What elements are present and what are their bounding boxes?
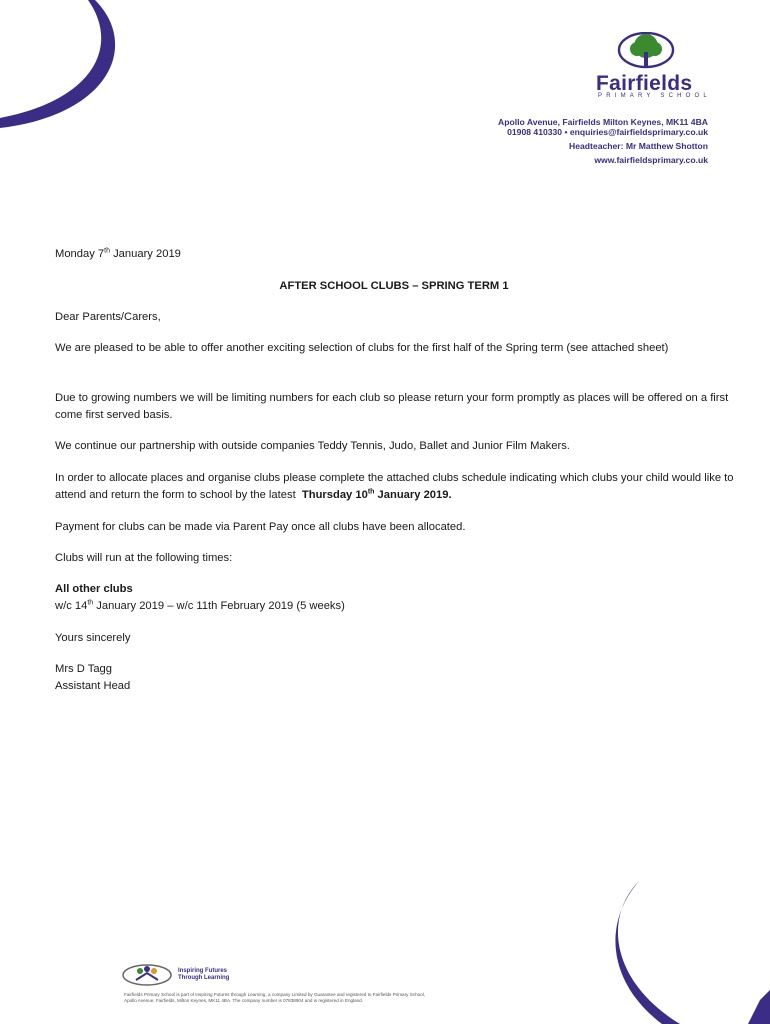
deadline: Thursday 10th January 2019. (301, 488, 452, 501)
closing: Yours sincerely (55, 632, 131, 644)
footer-legal-1: Fairfields Primary School is part of Inspiring Futures through Learning, a company Limited by Guarantee and registered to Fairfields Primary School, (124, 992, 426, 997)
footer-swoosh (615, 880, 680, 1024)
trust-tagline: Inspiring Futures Through Learning (178, 968, 230, 981)
school-website[interactable]: www.fairfieldsprimary.co.uk (594, 155, 708, 165)
signer-name: Mrs D Tagg (55, 663, 112, 675)
paragraph-times: Clubs will run at the following times: (55, 552, 233, 564)
school-contact: 01908 410330 • enquiries@fairfieldsprimary.co.uk (507, 127, 708, 137)
signer-role: Assistant Head (55, 680, 131, 692)
school-subtitle: PRIMARY SCHOOL (598, 93, 711, 99)
trust-logo (120, 960, 174, 990)
letter-heading: AFTER SCHOOL CLUBS – SPRING TERM 1 (279, 280, 509, 292)
headteacher: Headteacher: Mr Matthew Shotton (569, 141, 708, 151)
footer-legal-2: Apollo Avenue, Fairfields, Milton Keynes, MK11 4BA. The company number is 07838904 and is registered in England. (124, 998, 364, 1003)
salutation: Dear Parents/Carers, (55, 311, 161, 323)
clubs-heading: All other clubs (55, 583, 133, 595)
school-name: Fairfields (596, 72, 693, 95)
paragraph-numbers: Due to growing numbers we will be limiting numbers for each club so please return your form promptly as places will be offered on a first come first served basis. (55, 392, 729, 421)
paragraph-offer: We are pleased to be able to offer another exciting selection of clubs for the first half of the Spring term (see attached sheet) (55, 342, 669, 354)
school-address: Apollo Avenue, Fairfields Milton Keynes, MK11 4BA (498, 117, 708, 127)
paragraph-allocation: In order to allocate places and organise clubs please complete the attached clubs schedule indicating which clubs your child would like to attend and return the form to school by the latest Thursday 10th January 2019. (55, 472, 734, 501)
paragraph-payment: Payment for clubs can be made via Parent Pay once all clubs have been allocated. (55, 521, 466, 533)
paragraph-partnership: We continue our partnership with outside companies Teddy Tennis, Judo, Ballet and Junior Film Makers. (55, 440, 570, 452)
letter-date: Monday 7th January 2019 (55, 247, 181, 260)
clubs-dates: w/c 14th January 2019 – w/c 11th February 2019 (5 weeks) (55, 599, 345, 612)
